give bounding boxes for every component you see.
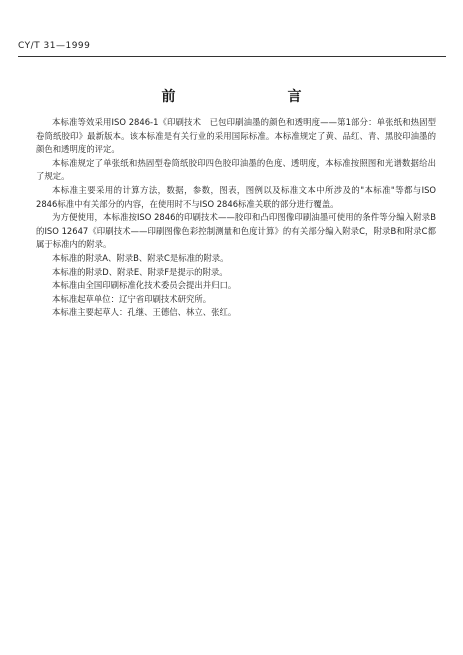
paragraph-methods: 本标准主要采用的计算方法，数据，参数，图表，图例以及标准文本中所涉及的"本标准"等都与ISO 2846标准中有关部分的内容，在使用时不与ISO 2846标准关联的部分进行覆盖。 xyxy=(36,184,436,209)
foreword-body xyxy=(36,116,436,320)
standard-code: CY/T 31—1999 xyxy=(18,41,91,51)
header-divider xyxy=(18,56,446,57)
paragraph-drafting-unit: 本标准起草单位：辽宁省印刷技术研究所。 xyxy=(52,293,212,304)
section-title: 前 言 xyxy=(161,89,330,105)
paragraph-normative-annexes: 本标准的附录A、附录B、附录C是标准的附录。 xyxy=(52,252,229,263)
paragraph-drafters: 本标准主要起草人：孔继、王德信、林立、张红。 xyxy=(52,307,237,318)
paragraph-proposer: 本标准由全国印刷标准化技术委员会提出并归口。 xyxy=(52,280,237,291)
paragraph-informative-annexes: 本标准的附录D、附录E、附录F是提示的附录。 xyxy=(52,266,228,277)
paragraph-annexes-incorporated: 为方便使用，本标准按ISO 2846的印刷技术——胶印和凸印图像印刷油墨可使用的条件等分编入附录B的ISO 12647《印刷技术——印刷图像色彩控制测量和色度计算》的有关部分编入附录C，附录B和附录C都属于标准内的附录。 xyxy=(36,212,436,250)
paragraph-adoption: 本标准等效采用ISO 2846-1《印刷技术 已包印刷油墨的颜色和透明度——第1部分：单张纸和热固型卷筒纸胶印》最新版本。该本标准是有关行业的采用国际标准。本标准规定了黄、品红、青、黑胶印油墨的颜色和透明度的评定。 xyxy=(36,117,436,155)
paragraph-scope: 本标准规定了单张纸和热固型卷筒纸胶印四色胶印油墨的色度、透明度，本标准按照图和光谱数据给出了规定。 xyxy=(36,157,436,182)
